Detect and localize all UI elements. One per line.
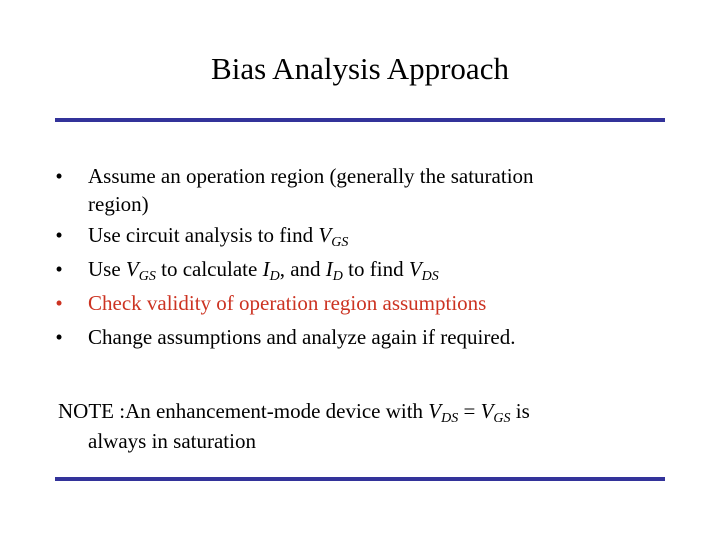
bullet-dot: • [55, 223, 63, 247]
note-equals: = [458, 399, 481, 423]
bullet-dot: • [55, 164, 63, 188]
bottom-divider [55, 477, 665, 481]
var-i: I [325, 257, 333, 281]
note-text: is [510, 399, 530, 423]
bullet-dot: • [55, 291, 63, 315]
subscript-gs: GS [493, 411, 511, 426]
var-i: I [262, 257, 270, 281]
var-v: V [408, 257, 422, 281]
bullet-text: , and [279, 257, 326, 281]
bullet-text-continuation: region) [88, 192, 149, 216]
bullet-text: Use [88, 257, 126, 281]
subscript-gs: GS [138, 269, 156, 284]
bullet-item-assume-region [30, 160, 690, 218]
bullet-dot: • [55, 325, 63, 349]
bullet-text: Assume an operation region (generally the saturation [88, 164, 534, 188]
bullet-list [30, 160, 690, 354]
var-v: V [318, 223, 332, 247]
bullet-text: Change assumptions and analyze again if required. [88, 325, 516, 349]
var-v: V [480, 399, 494, 423]
var-v: V [428, 399, 442, 423]
bullet-item-change-assumptions [30, 320, 690, 354]
bullet-text: to find [342, 257, 409, 281]
note-paragraph [58, 396, 678, 456]
subscript-ds: DS [421, 269, 439, 284]
note-continuation: always in saturation [88, 429, 256, 453]
bullet-text: Use circuit analysis to find [88, 223, 319, 247]
slide-title: Bias Analysis Approach [211, 51, 509, 86]
subscript-ds: DS [441, 411, 459, 426]
subscript-gs: GS [331, 235, 349, 250]
bullet-text: Check validity of operation region assumptions [88, 291, 487, 315]
bullet-text: to calculate [155, 257, 263, 281]
top-divider [55, 118, 665, 122]
var-v: V [125, 257, 139, 281]
bullet-item-circuit-analysis [30, 218, 690, 252]
subscript-d: D [269, 269, 280, 284]
note-text: NOTE :An enhancement-mode device with [58, 399, 429, 423]
bullet-dot: • [55, 257, 63, 281]
bullet-item-calculate-id [30, 252, 690, 286]
bullet-item-check-validity [30, 286, 690, 320]
subscript-d: D [332, 269, 343, 284]
